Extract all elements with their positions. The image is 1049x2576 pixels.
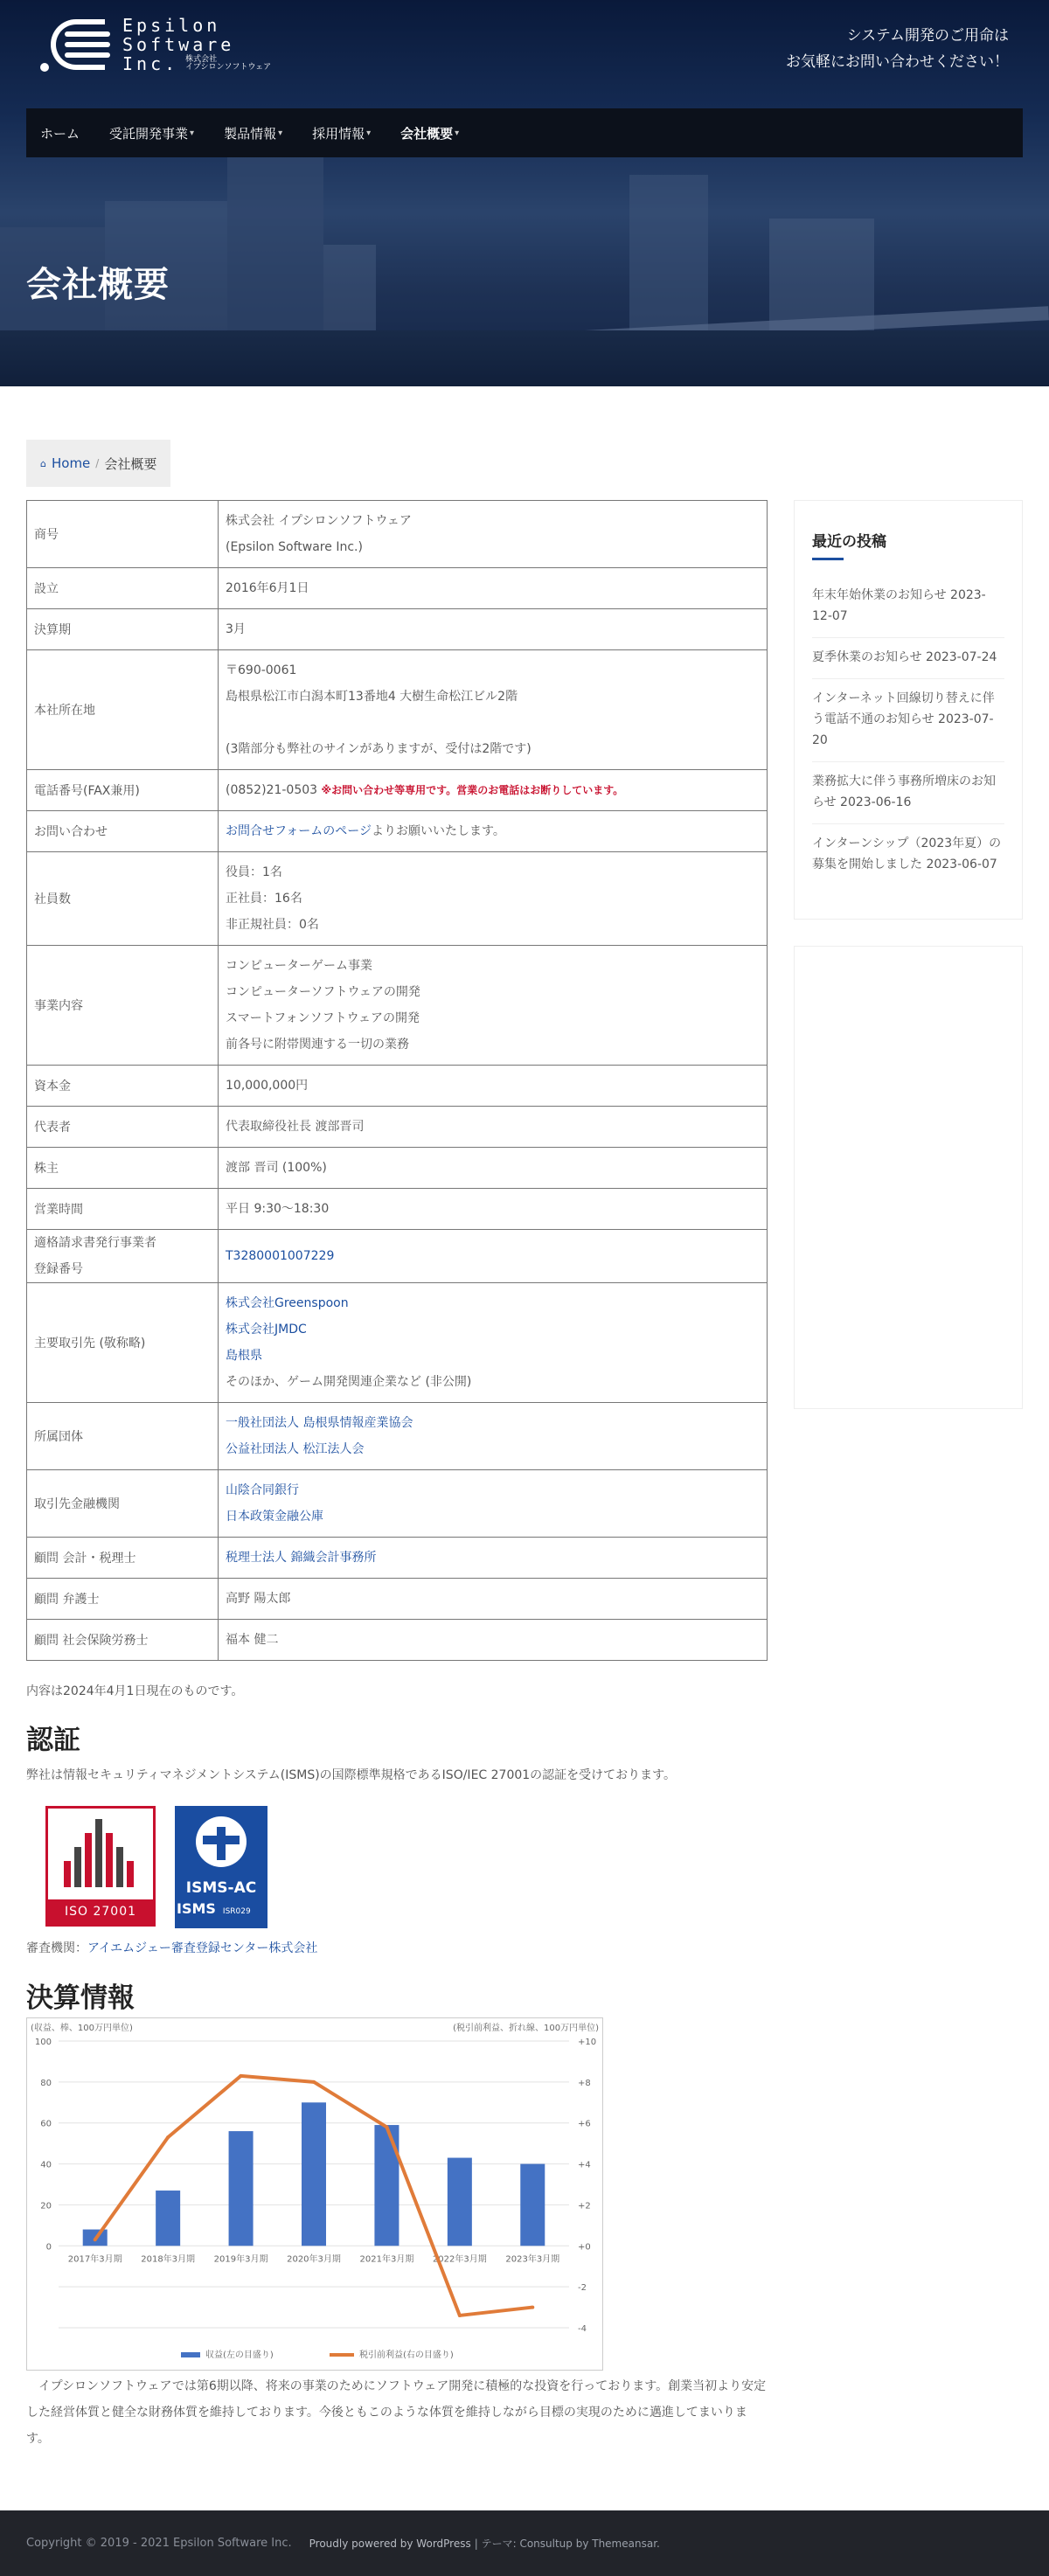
table-row: [27, 1189, 768, 1230]
hero-banner: [0, 0, 1049, 386]
table-value-line: (Epsilon Software Inc.): [226, 540, 363, 554]
table-key: 株主: [27, 1148, 219, 1189]
table-key-line: 登録番号: [34, 1262, 83, 1276]
table-value-line: 〒690-0061: [226, 663, 297, 677]
x-tick-label: 2022年3月期: [432, 2254, 487, 2265]
nav-item-home[interactable]: [40, 124, 80, 142]
right-tick-label: +4: [578, 2160, 591, 2170]
iso-mark-icon: [64, 1817, 137, 1887]
recent-post-item: [812, 762, 1004, 824]
logo-epsilon-icon: [40, 16, 117, 73]
table-value-line: (3階部分も弊社のサインがありますが、受付は2階です): [226, 742, 531, 756]
logo-line: Epsilon: [122, 15, 221, 36]
logo-line: Software: [122, 34, 235, 55]
organization-link[interactable]: 公益社団法人 松江法人会: [226, 1442, 365, 1456]
table-value: 2016年6月1日: [219, 568, 768, 609]
table-key: 取引先金融機関: [27, 1470, 219, 1538]
nav-label: 会社概要: [400, 125, 454, 142]
table-value-line: [226, 710, 760, 736]
left-tick-label: 40: [40, 2160, 52, 2170]
finance-chart: [26, 2017, 603, 2371]
left-tick-label: 60: [40, 2119, 52, 2129]
table-key: 事業内容: [27, 946, 219, 1066]
left-tick-label: 0: [45, 2242, 52, 2253]
table-value: [219, 501, 768, 568]
chart-bar: [374, 2125, 399, 2246]
x-tick-label: 2018年3月期: [141, 2254, 196, 2265]
table-key: 主要取引先 (敬称略): [27, 1283, 219, 1403]
table-key: 顧問 社会保険労務士: [27, 1620, 219, 1661]
nav-item-recruit[interactable]: [312, 124, 371, 142]
table-row: [27, 1579, 768, 1620]
recent-post-item: [812, 679, 1004, 762]
certification-description: 弊社は情報セキュリティマネジメントシステム(ISMS)の国際標準規格であるISO/IEC 27001の認証を受けております。: [26, 1768, 677, 1782]
breadcrumb: [26, 440, 170, 487]
recent-post-link[interactable]: 業務拡大に伴う事務所増床のお知らせ: [812, 774, 996, 809]
wordpress-link[interactable]: Proudly powered by WordPress: [309, 2537, 471, 2550]
phone-number: (0852)21-0503: [226, 783, 318, 797]
table-value: [219, 1403, 768, 1470]
table-row: [27, 946, 768, 1066]
phone-note: ※お問い合わせ等専用です。営業のお電話はお断りしています。: [321, 784, 624, 796]
table-row: [27, 568, 768, 609]
client-link[interactable]: 島根県: [226, 1349, 262, 1363]
breadcrumb-separator: /: [95, 457, 100, 469]
x-tick-label: 2019年3月期: [213, 2254, 268, 2265]
recent-posts-widget: [794, 500, 1023, 920]
bank-link[interactable]: 山陰合同銀行: [226, 1483, 299, 1497]
contact-line: お気軽にお問い合わせください！: [786, 53, 1009, 71]
table-key: 代表者: [27, 1107, 219, 1148]
chart-bar: [448, 2158, 472, 2246]
table-value: 高野 陽太郎: [219, 1579, 768, 1620]
table-value: [219, 852, 768, 946]
accountant-link[interactable]: 税理士法人 錦織会計事務所: [226, 1551, 377, 1565]
x-tick-label: 2021年3月期: [359, 2254, 414, 2265]
isms-mark-icon: [196, 1816, 247, 1867]
nav-item-contract-dev[interactable]: [109, 124, 194, 142]
nav-label: 採用情報: [312, 125, 365, 142]
recent-post-date: 2023-06-16: [840, 795, 912, 809]
recent-post-link[interactable]: インターンシップ（2023年夏）の募集を開始しました: [812, 837, 1002, 871]
right-tick-label: +8: [578, 2078, 591, 2088]
theme-credit: | テーマ: Consultup by Themeansar.: [474, 2538, 660, 2550]
recent-post-link[interactable]: インターネット回線切り替えに伴う電話不通のお知らせ: [812, 691, 995, 726]
contact-message: [786, 23, 1009, 75]
finance-chart-svg: [27, 2018, 604, 2371]
table-key: 所属団体: [27, 1403, 219, 1470]
recent-posts-title: 最近の投稿: [812, 533, 886, 551]
site-logo[interactable]: [40, 16, 271, 73]
table-value: 代表取締役社長 渡部晋司: [219, 1107, 768, 1148]
table-value: 渡部 晋司 (100%): [219, 1148, 768, 1189]
copyright: Copyright © 2019 - 2021 Epsilon Software Inc.: [26, 2537, 292, 2550]
table-value-line: コンピューターゲーム事業: [226, 959, 372, 973]
table-value: [219, 946, 768, 1066]
profit-point: [240, 2074, 243, 2078]
dropdown-caret-icon: ▾: [455, 128, 460, 138]
company-info-table: [26, 500, 768, 1661]
logo-line: Inc.: [122, 53, 179, 74]
chart-bar: [520, 2164, 545, 2246]
table-key: 営業時間: [27, 1189, 219, 1230]
isms-ac-badge: [175, 1806, 267, 1928]
left-tick-label: 80: [40, 2078, 52, 2088]
contact-suffix: よりお願いいたします。: [372, 824, 505, 838]
sidebar-empty-widget: [794, 946, 1023, 1409]
table-value: [219, 811, 768, 852]
table-row: [27, 1148, 768, 1189]
table-value-line: 島根県松江市白潟本町13番地4 大樹生命松江ビル2階: [226, 690, 518, 704]
profit-point: [385, 2125, 388, 2128]
right-tick-label: +0: [578, 2242, 591, 2253]
legend-swatch-bar: [181, 2352, 200, 2357]
legend-swatch-line: [330, 2353, 354, 2357]
dropdown-caret-icon: ▾: [366, 128, 372, 138]
table-row: [27, 1230, 768, 1283]
finance-heading: 決算情報: [26, 1982, 135, 2014]
table-value: [219, 1470, 768, 1538]
table-value: 平日 9:30〜18:30: [219, 1189, 768, 1230]
logo-wordmark: [122, 16, 271, 73]
table-key: 本社所在地: [27, 650, 219, 770]
table-key: 商号: [27, 501, 219, 568]
profit-point: [458, 2314, 462, 2317]
recent-post-item: [812, 576, 1004, 638]
reviewer-prefix: 審査機関：: [26, 1941, 87, 1955]
nav-label: 受託開発事業: [109, 125, 189, 142]
table-value: [219, 770, 768, 811]
legend-label: 税引前利益(右の目盛り): [359, 2350, 454, 2360]
table-value: [219, 650, 768, 770]
right-tick-label: +6: [578, 2119, 591, 2129]
reviewer-line: [26, 1939, 317, 1956]
profit-point: [531, 2306, 534, 2309]
table-row: [27, 1283, 768, 1403]
right-tick-label: +2: [578, 2201, 591, 2211]
logo-sub-line: イプシロンソフトウェア: [185, 63, 272, 72]
table-value: [219, 1538, 768, 1579]
table-value-line: 前各号に附帯関連する一切の業務: [226, 1038, 409, 1052]
table-row: [27, 1538, 768, 1579]
breadcrumb-current: 会社概要: [104, 455, 157, 472]
table-row: [27, 811, 768, 852]
bank-link[interactable]: 日本政策金融公庫: [226, 1510, 323, 1524]
table-value: 3月: [219, 609, 768, 650]
contact-form-link[interactable]: お問合せフォームのページ: [226, 824, 372, 838]
client-link[interactable]: 株式会社Greenspoon: [226, 1296, 349, 1310]
table-row: [27, 1470, 768, 1538]
table-row: [27, 1066, 768, 1107]
table-row: [27, 650, 768, 770]
table-value-line: 非正規社員：0名: [226, 918, 319, 932]
nav-item-company[interactable]: [400, 124, 459, 142]
x-tick-label: 2017年3月期: [67, 2254, 122, 2265]
left-tick-label: 100: [34, 2038, 52, 2047]
client-link[interactable]: 株式会社JMDC: [226, 1323, 307, 1337]
table-value: 10,000,000円: [219, 1066, 768, 1107]
certification-heading: 認証: [26, 1725, 80, 1756]
x-tick-label: 2023年3月期: [505, 2254, 560, 2265]
table-value-line: スマートフォンソフトウェアの開発: [226, 1011, 420, 1025]
table-value-line: 株式会社 イプシロンソフトウェア: [226, 514, 412, 528]
organization-link[interactable]: 一般社団法人 島根県情報産業協会: [226, 1416, 413, 1430]
right-tick-label: -2: [578, 2283, 587, 2294]
breadcrumb-home-label: Home: [51, 455, 91, 471]
table-value-line: コンピューターソフトウェアの開発: [226, 985, 420, 999]
table-key: [27, 1230, 219, 1283]
nav-label: 製品情報: [224, 125, 277, 142]
table-row: [27, 1620, 768, 1661]
dropdown-caret-icon: ▾: [278, 128, 283, 138]
table-value: [219, 1230, 768, 1283]
profit-point: [166, 2135, 170, 2139]
recent-post-link[interactable]: 年末年始休業のお知らせ: [812, 588, 947, 602]
right-tick-label: +10: [578, 2038, 597, 2047]
recent-post-date: 2023-07-20: [812, 712, 994, 747]
chart-bar: [229, 2131, 254, 2246]
table-key-line: 適格請求書発行事業者: [34, 1236, 156, 1250]
recent-post-item: [812, 824, 1004, 885]
chart-bar: [156, 2191, 180, 2246]
table-key: 顧問 会計・税理士: [27, 1538, 219, 1579]
registration-number-link[interactable]: T3280001007229: [226, 1249, 335, 1263]
reviewer-link[interactable]: アイエムジェー審査登録センター株式会社: [87, 1941, 318, 1955]
table-key: 資本金: [27, 1066, 219, 1107]
recent-post-date: 2023-06-07: [926, 858, 997, 871]
table-key: お問い合わせ: [27, 811, 219, 852]
isms-badge-label: ISMS: [177, 1900, 216, 1917]
table-key: 設立: [27, 568, 219, 609]
breadcrumb-home-link[interactable]: [40, 455, 90, 471]
table-row: [27, 501, 768, 568]
table-key: 電話番号(FAX兼用): [27, 770, 219, 811]
contact-line: システム開発のご用命は: [846, 27, 1009, 45]
recent-post-item: [812, 638, 1004, 679]
page-title: 会社概要: [26, 265, 170, 305]
table-value-line: 役員：1名: [226, 865, 282, 879]
home-icon: ⌂: [40, 457, 46, 469]
as-of-note: 内容は2024年4月1日現在のものです。: [26, 1684, 244, 1698]
recent-post-link[interactable]: 夏季休業のお知らせ: [812, 650, 922, 664]
finance-paragraph: イプシロンソフトウェアでは第6期以降、将来の事業のためにソフトウェア開発に積極的な投資を行っております。創業当初より安定した経営体質と健全な財務体質を維持しております。今後ともこのような体質を維持しながら目標の実現のために邁進してまいります。: [26, 2379, 767, 2446]
iso-badge-label: ISO 27001: [48, 1899, 153, 1924]
nav-label: ホーム: [40, 125, 80, 142]
left-axis-note: (収益、棒、100万円単位): [31, 2024, 133, 2033]
table-row: [27, 770, 768, 811]
table-row: [27, 609, 768, 650]
right-tick-label: -4: [578, 2324, 587, 2334]
dropdown-caret-icon: ▾: [190, 128, 195, 138]
logo-sub-line: 株式会社: [185, 55, 218, 64]
table-value: 福本 健二: [219, 1620, 768, 1661]
legend-label: 収益(左の目盛り): [205, 2350, 274, 2360]
title-underline: [812, 558, 844, 560]
table-value: [219, 1283, 768, 1403]
recent-post-date: 2023-12-07: [812, 588, 986, 623]
table-value-line: 正社員：16名: [226, 892, 302, 906]
recent-post-date: 2023-07-24: [926, 650, 997, 664]
chart-bar: [302, 2102, 326, 2246]
profit-point: [94, 2238, 97, 2241]
isms-badge-label: ISMS-AC: [185, 1879, 257, 1897]
table-key: 顧問 弁護士: [27, 1579, 219, 1620]
site-footer: [0, 2510, 1049, 2576]
iso-27001-badge: [45, 1806, 156, 1927]
right-axis-note: (税引前利益、折れ線、100万円単位): [453, 2024, 599, 2033]
table-key: 社員数: [27, 852, 219, 946]
profit-point: [312, 2080, 316, 2084]
table-row: [27, 1107, 768, 1148]
table-row: [27, 852, 768, 946]
isms-badge-code: ISR029: [222, 1907, 251, 1916]
left-tick-label: 20: [40, 2201, 52, 2211]
x-tick-label: 2020年3月期: [287, 2254, 341, 2265]
table-row: [27, 1403, 768, 1470]
table-key: 決算期: [27, 609, 219, 650]
nav-item-products[interactable]: [224, 124, 282, 142]
table-value-line: そのほか、ゲーム開発関連企業など (非公開): [226, 1375, 472, 1389]
main-nav: [26, 108, 1023, 157]
